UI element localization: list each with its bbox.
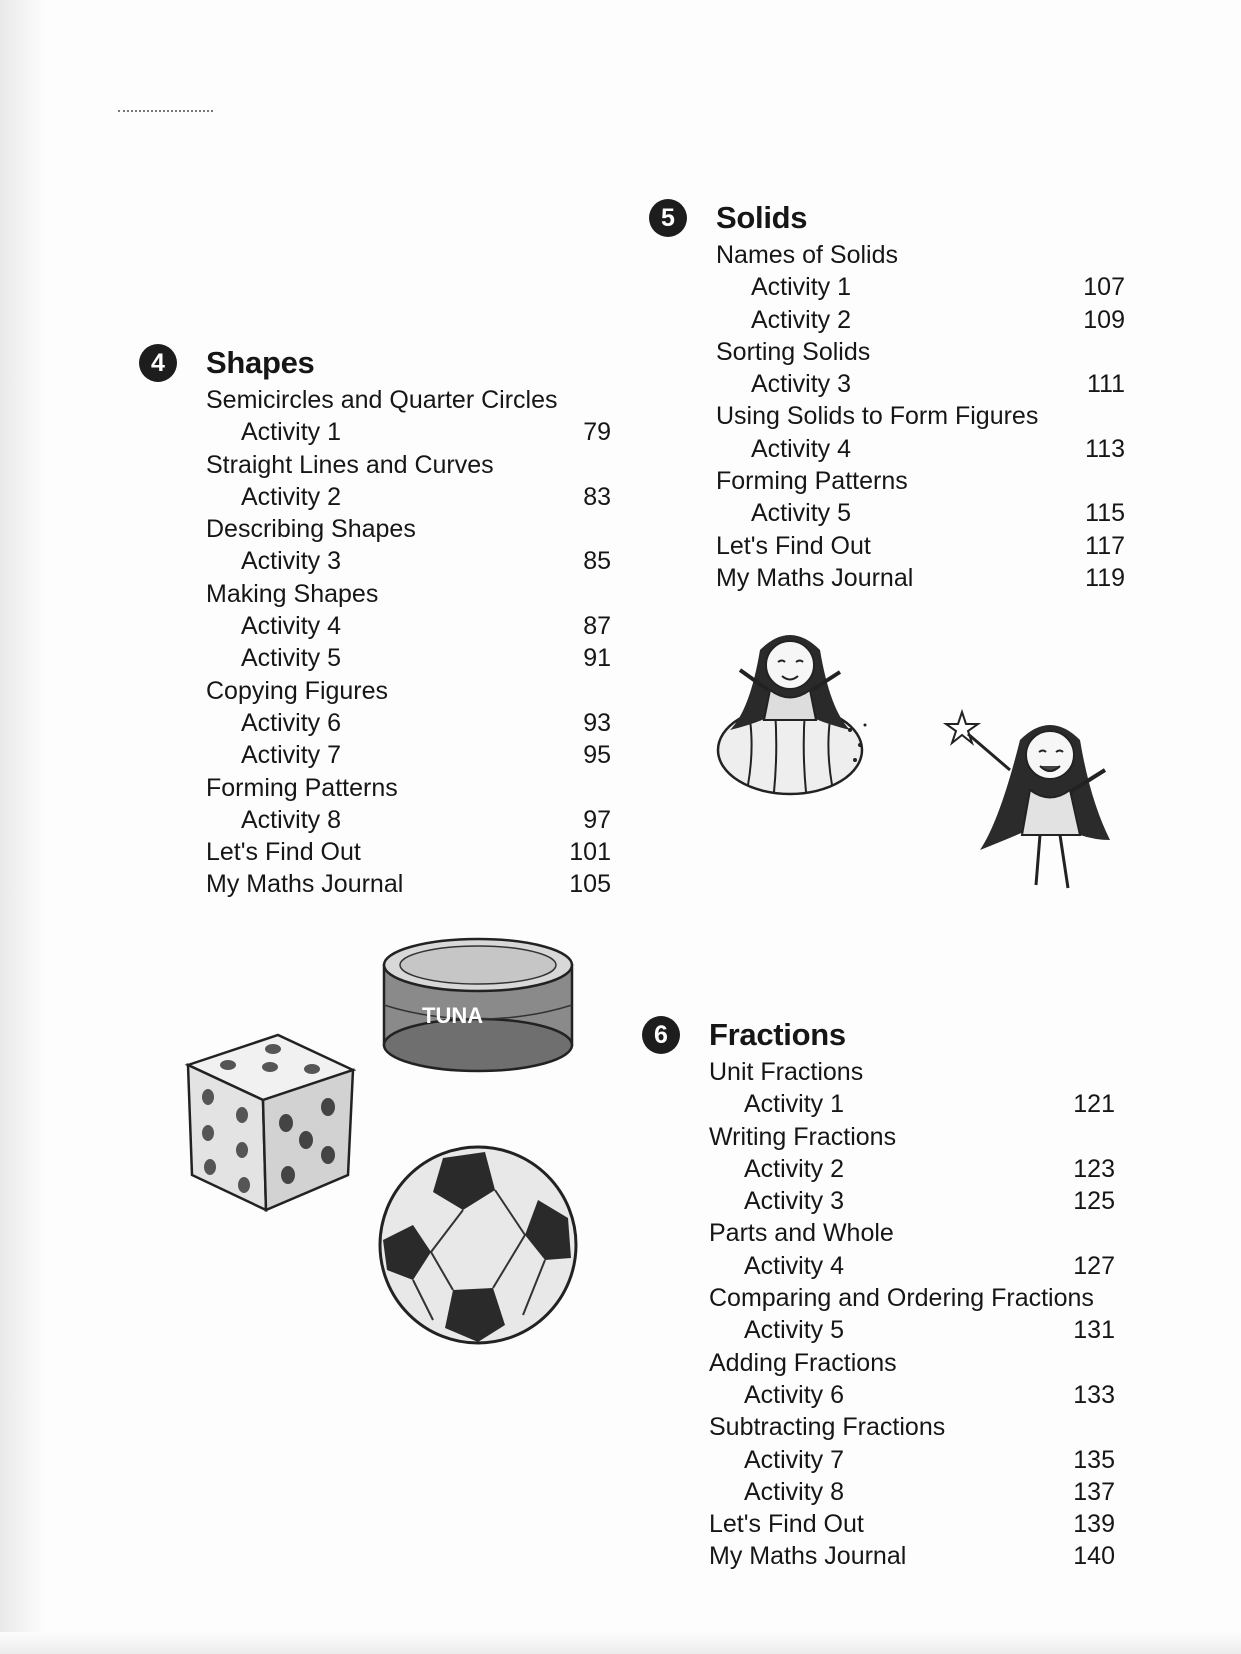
toc-entry-label: Writing Fractions — [709, 1122, 897, 1151]
toc-entry-label: Activity 7 — [241, 741, 342, 770]
chapter-4-shapes — [151, 344, 611, 901]
chapter-entries — [716, 239, 1125, 594]
toc-entry-label: My Maths Journal — [206, 870, 404, 899]
toc-entry-label: Sorting Solids — [716, 337, 871, 366]
toc-entry-label: Making Shapes — [206, 579, 379, 608]
toc-entry-label: Let's Find Out — [206, 838, 361, 867]
toc-page-number: 127 — [1073, 1251, 1115, 1280]
toc-entry-label: Names of Solids — [716, 241, 899, 269]
toc-page-number: 105 — [569, 870, 611, 899]
toc-activity-row — [709, 1444, 1115, 1476]
printer-mark — [118, 110, 213, 112]
toc-activity-row — [206, 804, 611, 836]
toc-activity-row — [709, 1185, 1115, 1217]
toc-section-row — [716, 239, 1125, 271]
toc-page-number: 79 — [583, 418, 611, 447]
toc-section-row — [709, 1347, 1115, 1379]
toc-page-number: 125 — [1073, 1187, 1115, 1216]
toc-page-number: 87 — [583, 612, 611, 641]
chapter-entries — [206, 384, 611, 901]
toc-entry-label: My Maths Journal — [709, 1542, 907, 1571]
toc-entry-label: Activity 3 — [751, 370, 852, 399]
toc-entry-label: Activity 6 — [744, 1380, 845, 1409]
toc-entry-label: Activity 8 — [744, 1477, 845, 1506]
toc-section-row — [716, 336, 1125, 368]
toc-section-row — [716, 465, 1125, 497]
toc-page-number: 91 — [583, 644, 611, 673]
toc-page-number: 117 — [1085, 531, 1125, 560]
toc-entry-label: Activity 4 — [751, 434, 852, 463]
toc-entry-label: Describing Shapes — [206, 515, 416, 544]
toc-activity-row — [716, 433, 1125, 465]
toc-entry-label: Activity 4 — [241, 612, 342, 641]
toc-page-number: 135 — [1073, 1445, 1115, 1474]
toc-page-number: 85 — [583, 547, 611, 576]
toc-section-row — [716, 400, 1125, 432]
toc-entry-label: Activity 5 — [241, 644, 342, 673]
toc-page-number: 140 — [1073, 1542, 1115, 1571]
toc-section-row — [206, 836, 611, 868]
toc-page-number: 95 — [583, 741, 611, 770]
toc-activity-row — [716, 497, 1125, 529]
toc-entry-label: Using Solids to Form Figures — [716, 402, 1039, 431]
toc-activity-row — [206, 610, 611, 642]
toc-entry-label: Activity 2 — [744, 1154, 845, 1183]
fairy-on-pumpkin-illustration — [690, 610, 890, 810]
toc-section-row — [206, 868, 611, 900]
toc-activity-row — [709, 1250, 1115, 1282]
toc-page-number: 109 — [1083, 305, 1125, 334]
scan-edge-shadow — [0, 0, 46, 1654]
chapter-title: Shapes — [206, 345, 315, 380]
toc-activity-row — [206, 707, 611, 739]
toc-page-number: 133 — [1073, 1380, 1115, 1409]
toc-activity-row — [206, 545, 611, 577]
toc-activity-row — [716, 271, 1125, 303]
toc-entry-label: Forming Patterns — [206, 773, 398, 802]
toc-entry-label: Activity 5 — [751, 499, 852, 528]
fairy-with-wand-illustration — [940, 700, 1140, 900]
toc-activity-row — [716, 304, 1125, 336]
toc-activity-row — [709, 1088, 1115, 1120]
toc-section-row — [716, 562, 1125, 594]
toc-page-number: 123 — [1073, 1154, 1115, 1183]
chapter-number-badge: 5 — [649, 199, 687, 237]
chapter-heading — [661, 199, 1125, 237]
toc-entry-label: Copying Figures — [206, 676, 389, 705]
chapter-5-solids — [661, 199, 1125, 594]
toc-entry-label: Activity 8 — [241, 805, 342, 834]
toc-entry-label: Comparing and Ordering Fractions — [709, 1284, 1094, 1313]
toc-page-number: 137 — [1073, 1477, 1115, 1506]
toc-entry-label: Activity 6 — [241, 708, 342, 737]
chapter-number-badge: 6 — [642, 1016, 680, 1054]
toc-section-row — [716, 530, 1125, 562]
tin-label-text: TUNA — [422, 1003, 484, 1028]
chapter-entries — [709, 1056, 1115, 1573]
toc-section-row — [206, 384, 611, 416]
toc-page-number: 111 — [1086, 370, 1125, 399]
toc-entry-label: Let's Find Out — [716, 531, 871, 560]
toc-activity-row — [709, 1153, 1115, 1185]
die-illustration — [178, 1025, 363, 1215]
soccer-ball-illustration — [373, 1140, 583, 1350]
toc-activity-row — [709, 1379, 1115, 1411]
toc-entry-label: My Maths Journal — [716, 563, 914, 592]
chapter-title: Fractions — [709, 1017, 846, 1052]
toc-activity-row — [206, 739, 611, 771]
toc-section-row — [709, 1411, 1115, 1443]
toc-entry-label: Subtracting Fractions — [709, 1413, 946, 1442]
toc-entry-label: Adding Fractions — [709, 1348, 897, 1377]
toc-page-number: 83 — [583, 482, 611, 511]
chapter-heading — [151, 344, 611, 382]
chapter-6-fractions — [654, 1016, 1115, 1573]
toc-section-row — [709, 1282, 1115, 1314]
toc-activity-row — [206, 416, 611, 448]
toc-section-row — [206, 675, 611, 707]
toc-entry-label: Activity 3 — [241, 547, 342, 576]
toc-page-number: 97 — [583, 805, 611, 834]
toc-page-number: 113 — [1085, 434, 1125, 463]
toc-page-number: 121 — [1073, 1090, 1115, 1119]
toc-page-number: 119 — [1085, 563, 1125, 592]
chapter-number-badge: 4 — [139, 344, 177, 382]
toc-page-number: 139 — [1073, 1510, 1115, 1539]
toc-entry-label: Forming Patterns — [716, 467, 908, 496]
toc-page-number: 115 — [1085, 499, 1125, 528]
toc-activity-row — [709, 1314, 1115, 1346]
toc-section-row — [206, 449, 611, 481]
toc-section-row — [709, 1217, 1115, 1249]
toc-entry-label: Activity 2 — [751, 305, 852, 334]
chapter-title: Solids — [716, 200, 808, 235]
toc-page-number: 93 — [583, 708, 611, 737]
toc-entry-label: Activity 1 — [751, 273, 852, 302]
toc-section-row — [206, 513, 611, 545]
toc-page-number: 101 — [569, 838, 611, 867]
toc-activity-row — [716, 368, 1125, 400]
toc-section-row — [709, 1508, 1115, 1540]
toc-entry-label: Activity 3 — [744, 1187, 845, 1216]
toc-section-row — [709, 1121, 1115, 1153]
toc-entry-label: Unit Fractions — [709, 1058, 864, 1086]
toc-entry-label: Activity 7 — [744, 1445, 845, 1474]
chapter-heading — [654, 1016, 1115, 1054]
toc-section-row — [709, 1540, 1115, 1572]
toc-section-row — [206, 578, 611, 610]
toc-activity-row — [206, 481, 611, 513]
toc-entry-label: Activity 4 — [744, 1251, 845, 1280]
toc-section-row — [206, 772, 611, 804]
toc-activity-row — [709, 1476, 1115, 1508]
toc-entry-label: Activity 1 — [744, 1090, 845, 1119]
scan-bottom-shadow — [0, 1632, 1241, 1654]
toc-entry-label: Let's Find Out — [709, 1510, 864, 1539]
toc-page-number: 131 — [1073, 1316, 1115, 1345]
toc-page-number: 107 — [1083, 273, 1125, 302]
toc-entry-label: Parts and Whole — [709, 1219, 894, 1248]
toc-entry-label: Activity 1 — [241, 418, 342, 447]
toc-entry-label: Straight Lines and Curves — [206, 450, 494, 479]
toc-activity-row — [206, 642, 611, 674]
toc-entry-label: Activity 5 — [744, 1316, 845, 1345]
toc-section-row — [709, 1056, 1115, 1088]
toc-entry-label: Semicircles and Quarter Circles — [206, 386, 558, 414]
tuna-tin-illustration — [378, 935, 578, 1080]
toc-entry-label: Activity 2 — [241, 482, 342, 511]
